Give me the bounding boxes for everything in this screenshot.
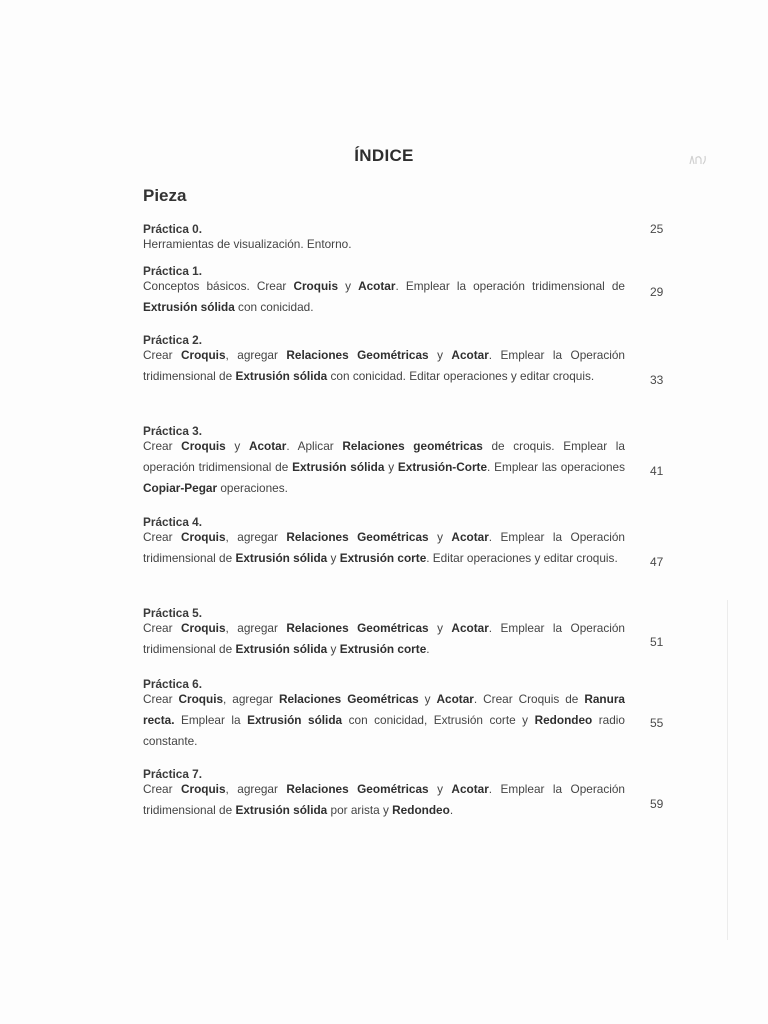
bold-term: Croquis [178,692,224,706]
bold-term: Acotar [436,692,474,706]
description-text: . Emplear la Operación tridimensional de [143,348,625,383]
bold-term: Acotar [248,439,287,453]
entry-description [143,436,625,499]
description-text: y [428,348,452,362]
bold-term: Extrusión-Corte [397,460,488,474]
entry-heading: Práctica 1. [143,264,203,278]
entry-description [143,276,625,318]
entry-page-number[interactable]: 41 [650,464,664,478]
bold-term: Croquis [180,621,226,635]
bold-term: Extrusión sólida [235,369,328,383]
description-text: operaciones. [217,481,288,495]
description-text: . Emplear la operación tridimensional de [395,279,625,293]
entry-page-number[interactable]: 25 [650,222,664,236]
description-text: con conicidad, Extrusión corte y [342,713,535,727]
toc-entry[interactable] [143,424,625,499]
bold-term: Relaciones Geométricas [286,348,429,362]
description-text: . Emplear la Operación tridimensional de [143,530,625,565]
description-text: de croquis. Emplear la operación tridimensional de [143,439,625,474]
bold-term: Acotar [451,621,489,635]
description-text: y [327,642,340,656]
bold-term: Croquis [180,530,226,544]
description-text: Crear [143,782,181,796]
entry-description [143,527,625,569]
toc-entry[interactable] [143,606,625,660]
entry-description [143,618,625,660]
bold-term: Extrusión sólida [247,713,343,727]
bold-term: Relaciones geométricas [342,439,483,453]
description-text: . Emplear la Operación tridimensional de [143,782,625,817]
entry-description [143,689,625,752]
entry-heading: Práctica 7. [143,767,203,781]
bold-term: Relaciones Geométricas [278,692,419,706]
description-text: . Emplear la Operación tridimensional de [143,621,625,656]
bold-term: Relaciones Geométricas [286,782,429,796]
description-text: por arista y [327,803,393,817]
description-text: Crear [143,530,181,544]
scan-mark-icon [688,152,708,166]
bold-term: Copiar-Pegar [143,481,218,495]
bold-term: Croquis [181,439,226,453]
entry-heading: Práctica 3. [143,424,203,438]
bold-term: Extrusión sólida [292,460,385,474]
entry-heading: Práctica 5. [143,606,203,620]
bold-term: Redondeo [534,713,593,727]
description-text: con conicidad. [234,300,314,314]
description-text: y [384,460,398,474]
bold-term: Croquis [293,279,339,293]
description-text: , agregar [225,782,287,796]
description-text: y [428,782,452,796]
description-text: radio constante. [143,713,625,748]
description-text: . Aplicar [286,439,343,453]
toc-entry[interactable] [143,767,625,821]
entry-heading: Práctica 0. [143,222,203,236]
bold-term: Croquis [180,348,226,362]
entry-page-number[interactable]: 33 [650,373,664,387]
bold-term: Ranura recta. [143,692,625,727]
entry-description [143,237,625,252]
entry-heading: Práctica 2. [143,333,203,347]
description-text: . [449,803,454,817]
toc-entry[interactable] [143,264,625,318]
bold-term: Acotar [451,348,489,362]
description-text: y [428,530,452,544]
description-text: . [426,642,430,656]
toc-entry[interactable] [143,677,625,752]
description-text: , agregar [225,348,287,362]
bold-term: Extrusión corte [339,642,427,656]
entry-page-number[interactable]: 51 [650,635,664,649]
toc-entry[interactable] [143,222,625,252]
description-text: . Emplear las operaciones [487,460,625,474]
description-text: y [428,621,452,635]
entry-page-number[interactable]: 59 [650,797,664,811]
description-text: y [418,692,437,706]
description-text: y [338,279,359,293]
bold-term: Relaciones Geométricas [286,621,429,635]
description-text: Conceptos básicos. Crear [143,279,294,293]
bold-term: Extrusión corte [339,551,427,565]
entry-heading: Práctica 4. [143,515,203,529]
description-text: Crear [143,621,181,635]
entry-description [143,345,625,387]
bold-term: Croquis [180,782,226,796]
bold-term: Redondeo [392,803,450,817]
bold-term: Acotar [358,279,396,293]
description-text: . Crear Croquis de [473,692,585,706]
toc-entry[interactable] [143,333,625,387]
bold-term: Extrusión sólida [235,642,328,656]
entry-heading: Práctica 6. [143,677,203,691]
bold-term: Acotar [451,530,489,544]
entry-description [143,779,625,821]
description-text: Crear [143,439,182,453]
bold-term: Extrusión sólida [143,300,235,314]
toc-entry[interactable] [143,515,625,569]
entry-page-number[interactable]: 47 [650,555,664,569]
description-text: , agregar [225,621,287,635]
bold-term: Extrusión sólida [235,803,328,817]
description-text: y [327,551,340,565]
bold-term: Relaciones Geométricas [286,530,429,544]
entry-page-number[interactable]: 29 [650,285,664,299]
page-title: ÍNDICE [354,146,414,165]
entry-page-number[interactable]: 55 [650,716,664,730]
description-text: Herramientas de visualización. Entorno. [143,237,352,251]
description-text: , agregar [223,692,279,706]
section-heading: Pieza [143,186,187,205]
scan-edge-line [727,600,728,940]
description-text: y [225,439,249,453]
description-text: Crear [143,348,181,362]
description-text: con conicidad. Editar operaciones y editar croquis. [327,369,595,383]
bold-term: Acotar [451,782,489,796]
description-text: . Editar operaciones y editar croquis. [426,551,618,565]
bold-term: Extrusión sólida [235,551,328,565]
description-text: , agregar [225,530,287,544]
description-text: Crear [143,692,179,706]
description-text: Emplear la [174,713,248,727]
